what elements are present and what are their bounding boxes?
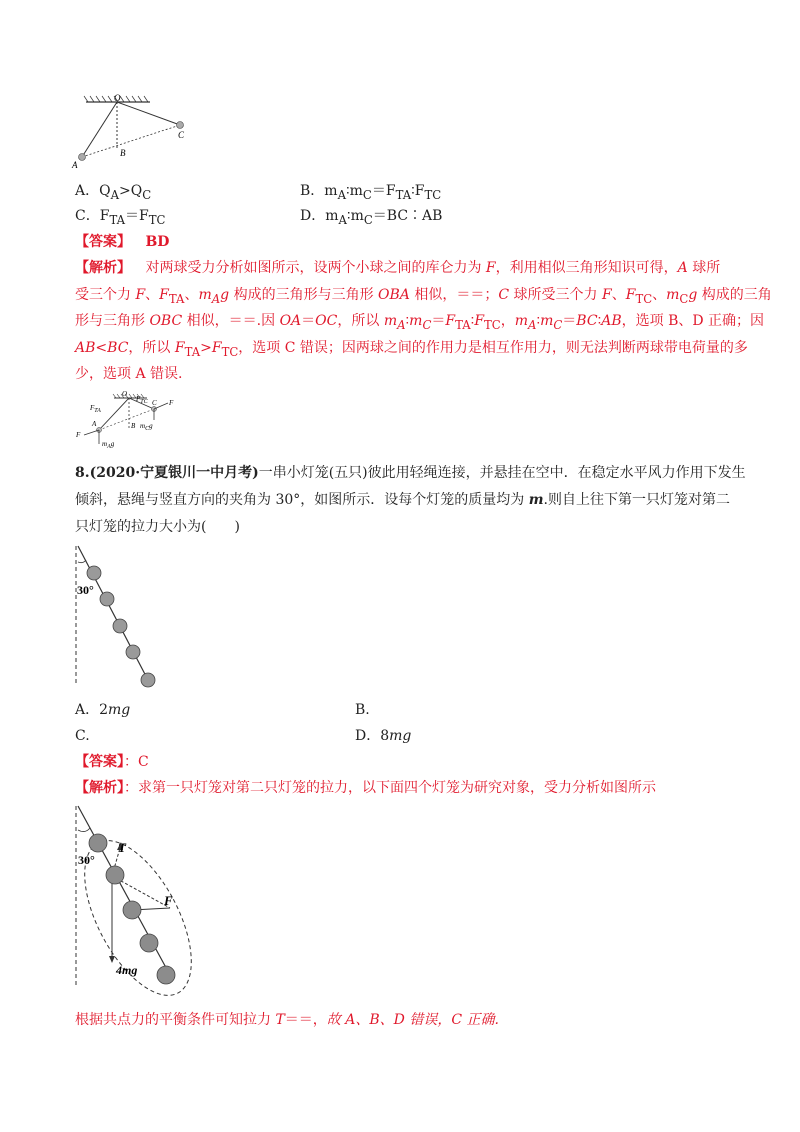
q7-analysis-line-4: AB<BC，所以 $F_{TA}>F_{TC}$，选项 C 错误；因两球之间的作用力是相互作用力，则无法判断两球带电荷量的多 — [75, 340, 748, 359]
fd-label-a: A — [92, 420, 97, 428]
q8-stem-line-2: 倾斜，悬绳与竖直方向的夹角为 30°，如图所示．设每个灯笼的质量均为 m.则自上往下第一只灯笼对第二 — [75, 492, 730, 508]
q8-answer-value: ：C — [124, 754, 149, 770]
fd-label-mag: mAg — [102, 440, 115, 450]
q8-angle-label: 30° — [77, 583, 94, 597]
q7-option-c[interactable]: C．$F_{TA}=F_{TC}$ — [75, 208, 166, 227]
q7-answer-value: BD — [145, 234, 170, 250]
q7-option-a[interactable]: A．$Q_A>Q_C$ — [75, 183, 152, 202]
q7-force-diagram — [72, 388, 192, 450]
q8-conclusion: 根据共点力的平衡条件可知拉力 T＝＝，故 A、B、D 错误，C 正确. — [75, 1012, 499, 1028]
q7-analysis-line-2: 受三个力 F、$F_{TA}$、$m_Ag$ 构成的三角形与三角形 OBA 相似，＝＝；C 球所受三个力 F、$F_{TC}$、$m_Cg$ 构成的三角 — [75, 287, 772, 306]
q8-stem-line-1: 8.(2020·宁夏银川一中月考)一串小灯笼(五只)彼此用轻绳连接，并悬挂在空中．在稳定水平风力作用下发生 — [75, 465, 746, 481]
q7-analysis-line-5: 少，选项 A 错误. — [75, 366, 183, 382]
q7-answer-label: 【答案】 — [75, 234, 131, 250]
q7-option-b[interactable]: B．$m_A∶m_C=F_{TA}∶F_{TC}$ — [300, 183, 442, 202]
fd-label-f1: F — [76, 431, 81, 439]
q8-option-b[interactable]: B. — [355, 702, 370, 718]
q7-analysis-line-3: 形与三角形 OBC 相似，＝＝.因 OA＝OC，所以 $m_A∶m_C=F_{TA}∶F_{TC}$，$m_A∶m_C=BC∶AB$，选项 B、D 正确；因 — [75, 313, 765, 332]
q7-answer — [75, 232, 169, 252]
fd-label-b: B — [131, 422, 136, 430]
fd-label-c: C — [152, 399, 157, 407]
q8-answer-label: 【答案】 — [75, 754, 124, 770]
q8-analysis-text: ：求第一只灯笼对第二只灯笼的拉力，以下面四个灯笼为研究对象，受力分析如图所示 — [124, 780, 656, 796]
q8-stem-line-3: 只灯笼的拉力大小为( ) — [75, 519, 240, 535]
q8-force-angle: 30° — [78, 853, 95, 867]
q8-analysis-label: 【解析】 — [75, 780, 124, 796]
q8-force-diagram — [70, 800, 210, 1005]
label-o: O — [114, 93, 121, 103]
q7-analysis-text-1: 对两球受力分析如图所示，设两个小球之间的库仑力为 F，利用相似三角形知识可得，A 球所 — [145, 260, 721, 276]
q7-analysis-label: 【解析】 — [75, 260, 131, 276]
q8-option-d[interactable]: D．8mg — [355, 728, 412, 744]
q7-analysis-line-1 — [75, 258, 720, 278]
fd-label-ftc: FTC — [136, 395, 148, 405]
q8-analysis — [75, 778, 656, 798]
q8-force-t: T — [118, 840, 126, 855]
fd-label-f2: F — [169, 399, 174, 407]
q8-force-weight: 4mg — [116, 963, 138, 977]
q8-lantern-figure — [70, 540, 170, 690]
fd-label-o: O — [122, 390, 128, 398]
q8-option-a[interactable]: A．2mg — [75, 702, 131, 718]
label-a: A — [72, 160, 78, 170]
q7-option-d[interactable]: D．$m_A∶m_C=BC∶AB$ — [300, 208, 443, 227]
q8-force-f: F — [164, 893, 173, 908]
label-b: B — [120, 148, 126, 158]
q7-figure-charges — [70, 92, 200, 172]
q8-option-c[interactable]: C. — [75, 728, 90, 744]
fd-label-mcg: mCg — [140, 422, 153, 432]
q8-answer — [75, 752, 149, 772]
label-c: C — [178, 130, 185, 140]
fd-label-fta: FTA — [90, 404, 101, 414]
